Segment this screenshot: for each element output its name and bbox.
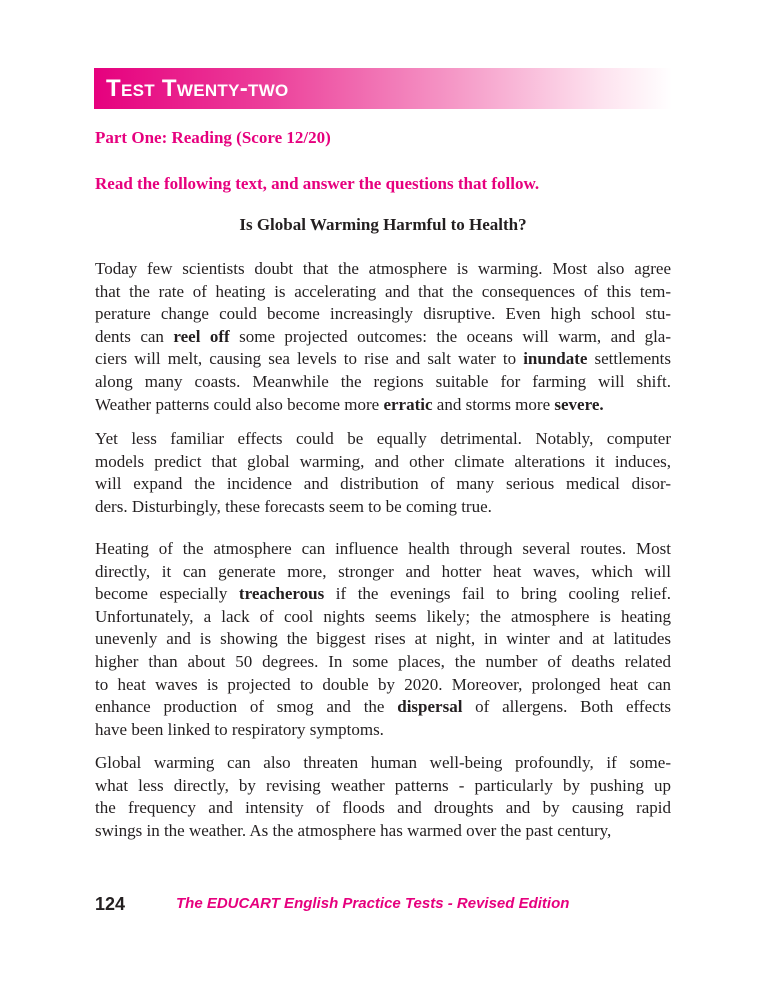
vocabulary-term: treacherous bbox=[238, 584, 325, 604]
instruction-text: Read the following text, and answer the questions that follow. bbox=[95, 174, 540, 193]
vocabulary-term: inundate bbox=[523, 349, 588, 369]
vocabulary-term: dispersal bbox=[397, 697, 463, 717]
paragraph bbox=[95, 428, 671, 518]
article-title: Is Global Warming Harmful to Health? bbox=[239, 215, 527, 234]
paragraph-line: Today few scientists doubt that the atmosphere is warming. Most also agree bbox=[95, 259, 671, 278]
paragraph-line: become especially treacherous if the evenings fail to bring cooling relief. bbox=[95, 584, 672, 604]
paragraph-line: will expand the incidence and distribution of many serious medical disor- bbox=[95, 474, 671, 494]
paragraph-line: have been linked to respiratory symptoms. bbox=[95, 719, 384, 739]
paragraph-line: along many coasts. Meanwhile the regions suitable for farming will shift. bbox=[95, 371, 671, 391]
paragraph-line: the frequency and intensity of floods and droughts and by causing rapid bbox=[95, 798, 671, 818]
paragraph-line: dents can reel off some projected outcomes: the oceans will warm, and gla- bbox=[95, 326, 672, 346]
paragraph-line: directly, it can generate more, stronger and hotter heat waves, which will bbox=[95, 561, 671, 581]
paragraph bbox=[95, 538, 671, 741]
paragraph-line: ders. Disturbingly, these forecasts seem to be coming true. bbox=[95, 496, 492, 516]
paragraph-line: Weather patterns could also become more erratic and storms more severe. bbox=[95, 394, 604, 414]
paragraph-line: to heat waves is projected to double by 2020. Moreover, prolonged heat can bbox=[95, 674, 671, 694]
footer-book-title: The EDUCART English Practice Tests - Revised Edition bbox=[176, 895, 570, 912]
paragraph-line: Unfortunately, a lack of cool nights seems likely; the atmosphere is heating bbox=[95, 606, 671, 626]
vocabulary-term: reel off bbox=[173, 326, 230, 346]
paragraph-line: Global warming can also threaten human well-being profoundly, if some- bbox=[95, 753, 671, 772]
paragraph-line: Yet less familiar effects could be equally detrimental. Notably, computer bbox=[95, 429, 671, 448]
paragraph-line: Heating of the atmosphere can influence health through several routes. Most bbox=[95, 539, 671, 558]
part-heading: Part One: Reading (Score 12/20) bbox=[95, 128, 331, 147]
page-number: 124 bbox=[95, 894, 126, 914]
paragraph-line: perature change could become increasingly disruptive. Even high school stu- bbox=[95, 304, 671, 324]
paragraph-line: higher than about 50 degrees. In some places, the number of deaths related bbox=[95, 651, 671, 671]
paragraph-line: enhance production of smog and the dispersal of allergens. Both effects bbox=[95, 697, 671, 717]
paragraph-line: what less directly, by revising weather patterns - particularly by pushing up bbox=[95, 775, 671, 795]
paragraph bbox=[95, 258, 671, 416]
paragraph-line: models predict that global warming, and other climate alterations it induces, bbox=[95, 451, 671, 471]
paragraph bbox=[95, 752, 671, 842]
paragraph-line: that the rate of heating is accelerating and that the consequences of this tem- bbox=[95, 281, 671, 301]
test-title-banner bbox=[94, 68, 672, 109]
test-title: Test Twenty-two bbox=[106, 75, 289, 102]
paragraph-line: swings in the weather. As the atmosphere has warmed over the past century, bbox=[95, 820, 612, 840]
vocabulary-term: erratic bbox=[383, 394, 433, 414]
vocabulary-term: severe. bbox=[554, 394, 604, 414]
paragraph-line: unevenly and is showing the biggest rises at night, in winter and at latitudes bbox=[95, 629, 671, 649]
paragraph-line: ciers will melt, causing sea levels to rise and salt water to inundate settlements bbox=[95, 349, 672, 369]
